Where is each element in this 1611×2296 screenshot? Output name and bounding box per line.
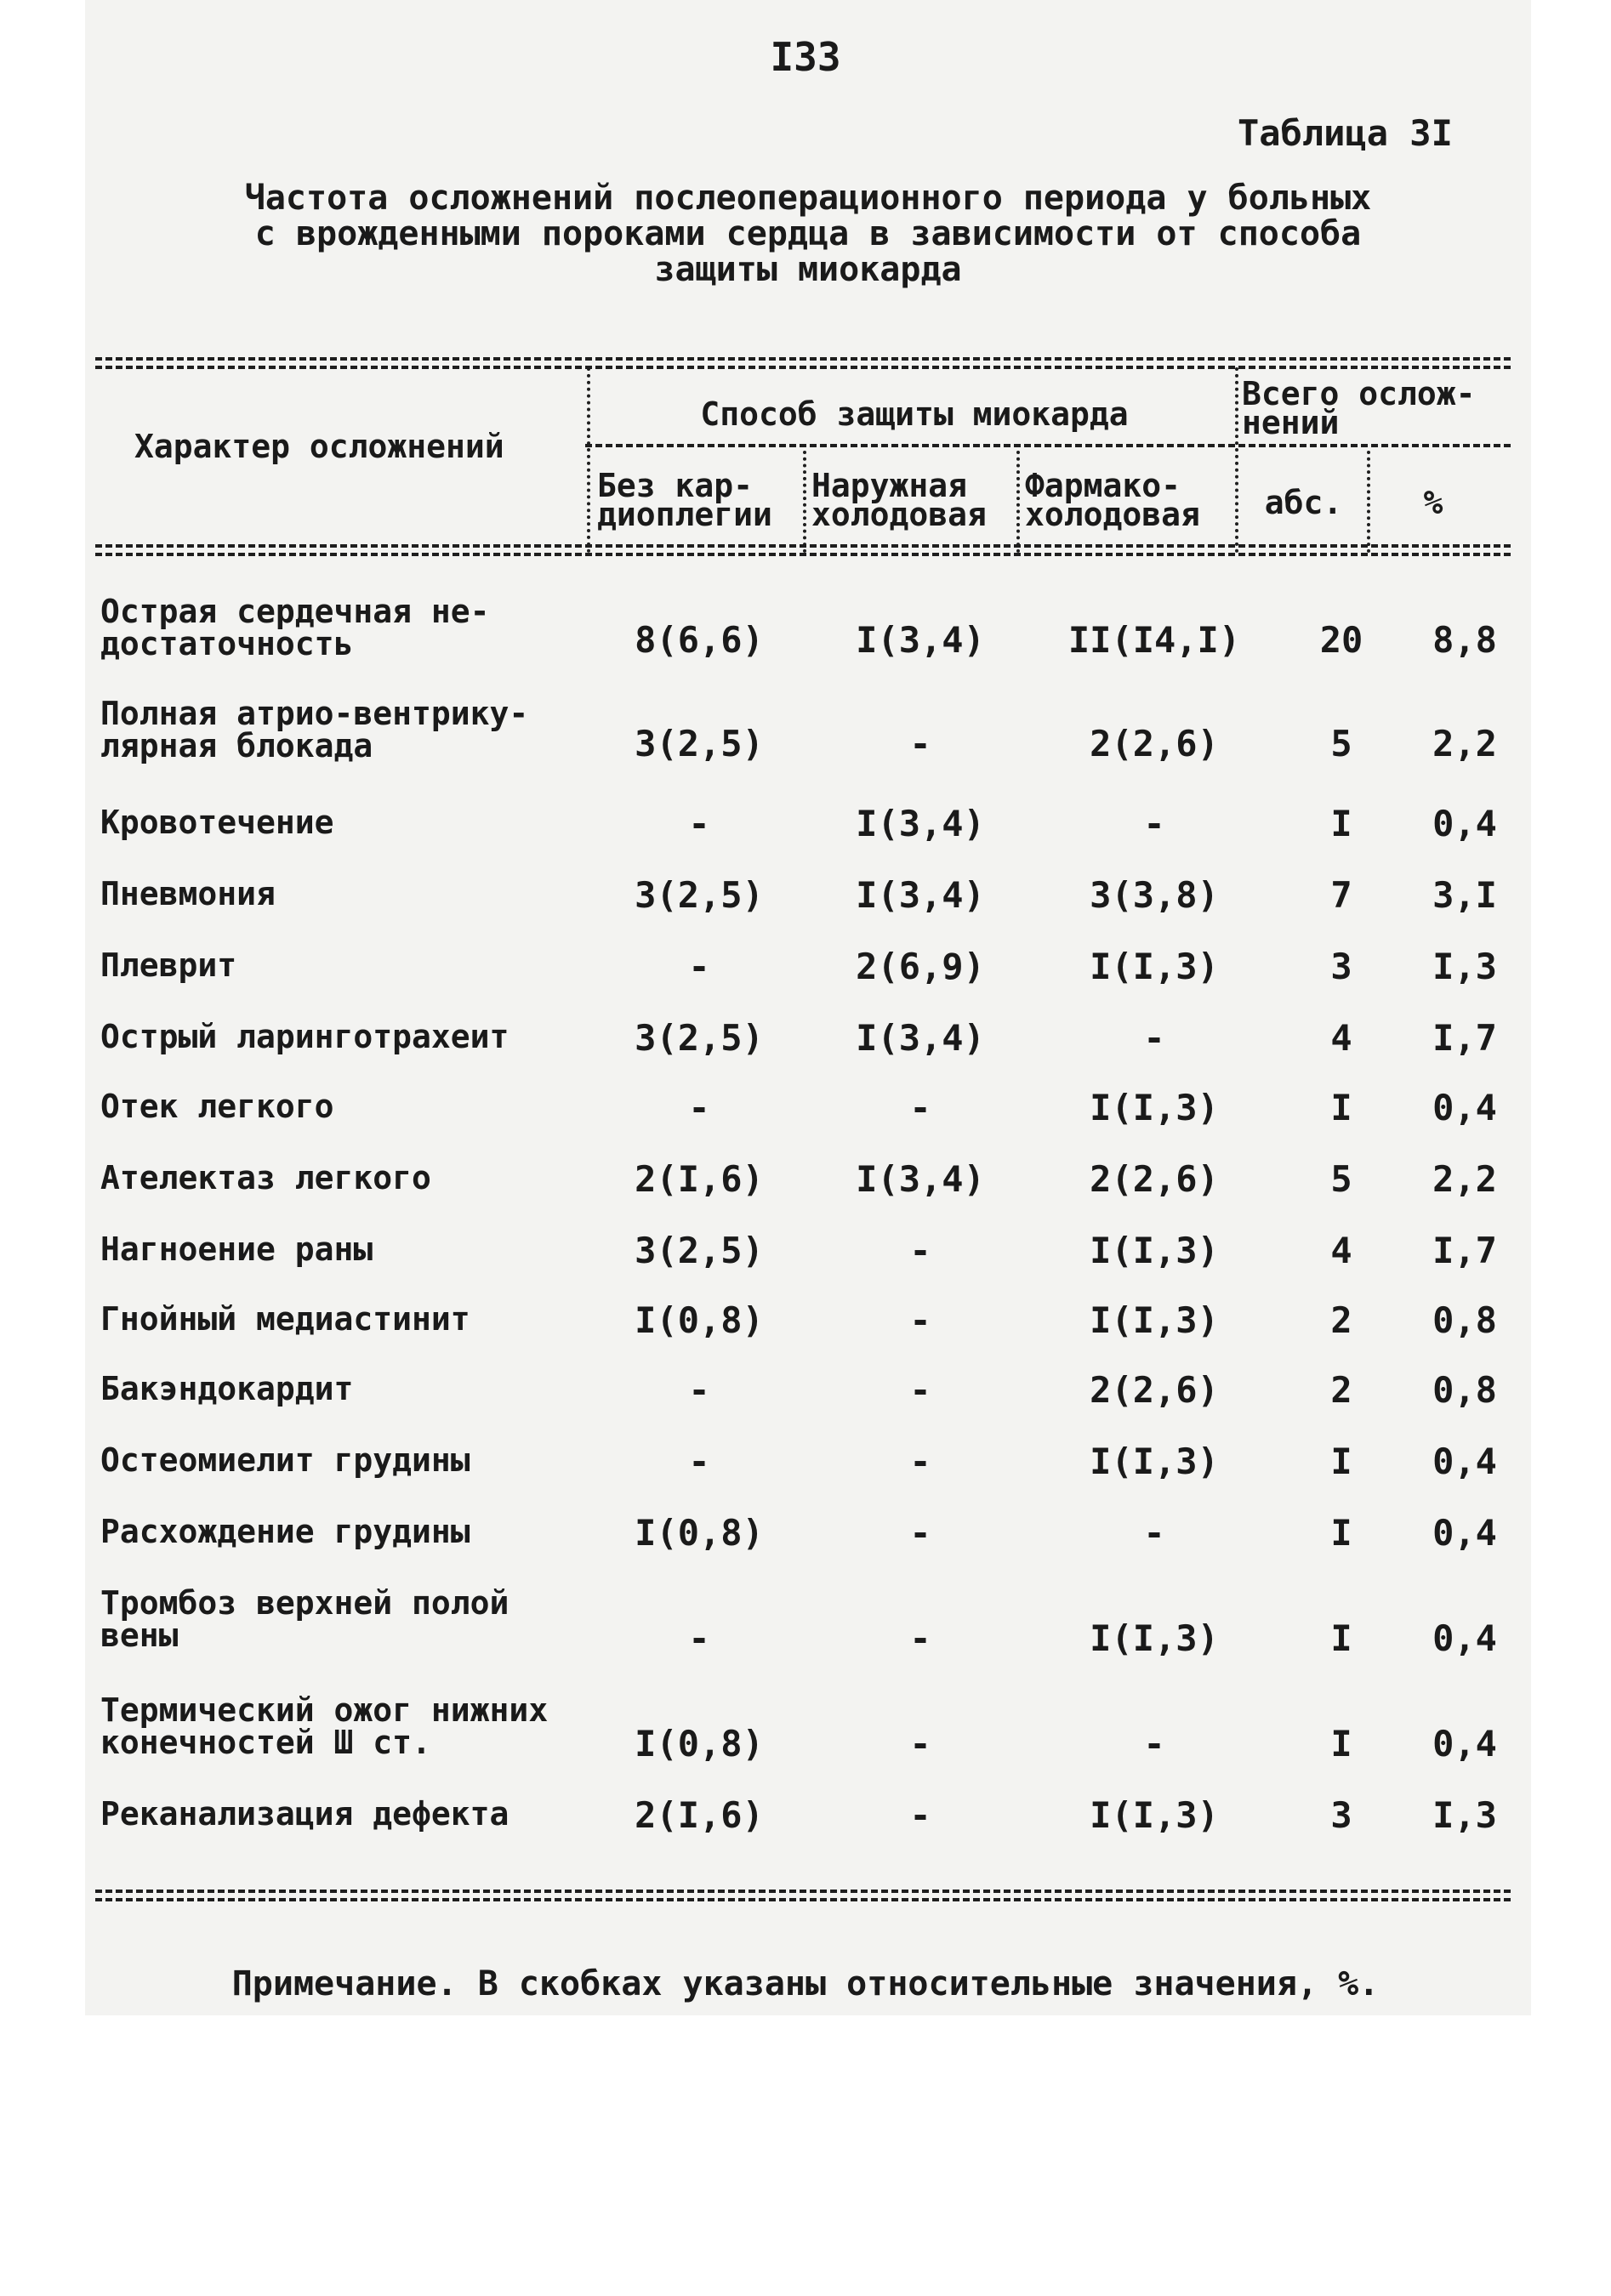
row-label xyxy=(100,804,611,841)
header-external-cold xyxy=(811,467,987,533)
label-line: достаточность xyxy=(100,625,354,662)
cell-pharmaco-cold: I(I,3) xyxy=(1090,1299,1219,1341)
cell-no-cardioplegia: - xyxy=(688,1441,710,1482)
cell-external-cold: 2(6,9) xyxy=(856,946,985,987)
cell-pharmaco-cold: 2(2,6) xyxy=(1090,1158,1219,1200)
cell-no-cardioplegia: I(0,8) xyxy=(635,1723,764,1765)
header-line: холодовая xyxy=(1025,496,1200,533)
table-top-rule xyxy=(95,357,1511,369)
cell-pct: 0,4 xyxy=(1432,1512,1497,1554)
cell-no-cardioplegia: 3(2,5) xyxy=(635,723,764,764)
cell-pct: I,3 xyxy=(1432,946,1497,987)
cell-pct: 2,2 xyxy=(1432,723,1497,764)
cell-abs: 3 xyxy=(1330,1794,1352,1836)
cell-pharmaco-cold: - xyxy=(1143,1723,1165,1765)
header-divider xyxy=(1016,451,1020,553)
cell-pct: 0,4 xyxy=(1432,1723,1497,1765)
cell-abs: 5 xyxy=(1330,723,1352,764)
cell-abs: I xyxy=(1330,1087,1352,1128)
cell-no-cardioplegia: - xyxy=(688,1087,710,1128)
cell-pct: I,3 xyxy=(1432,1794,1497,1836)
cell-abs: I xyxy=(1330,1617,1352,1659)
cell-pharmaco-cold: I(I,3) xyxy=(1090,1617,1219,1659)
cell-pct: 0,8 xyxy=(1432,1299,1497,1341)
header-total-line: Всего ослож- xyxy=(1242,375,1476,412)
label-line: Термический ожог нижних xyxy=(100,1691,549,1729)
header-total-line: нений xyxy=(1242,404,1340,441)
cell-no-cardioplegia: 3(2,5) xyxy=(635,1017,764,1059)
cell-pharmaco-cold: 2(2,6) xyxy=(1090,1369,1219,1411)
row-label xyxy=(100,595,611,660)
header-line: Фармако- xyxy=(1025,467,1181,504)
table-note: Примечание. В скобках указаны относительные значения, %. xyxy=(231,1964,1380,2003)
cell-no-cardioplegia: - xyxy=(688,1617,710,1659)
cell-no-cardioplegia: I(0,8) xyxy=(635,1299,764,1341)
header-abs: абс. xyxy=(1264,484,1343,521)
cell-external-cold: I(3,4) xyxy=(856,874,985,916)
label-line: Нагноение раны xyxy=(100,1230,373,1268)
cell-abs: 3 xyxy=(1330,946,1352,987)
cell-abs: I xyxy=(1330,1512,1352,1554)
row-label xyxy=(100,1795,611,1833)
label-line: Отек легкого xyxy=(100,1088,334,1125)
cell-no-cardioplegia: 3(2,5) xyxy=(635,874,764,916)
cell-pct: 0,4 xyxy=(1432,1617,1497,1659)
cell-external-cold: - xyxy=(909,1369,931,1411)
cell-pharmaco-cold: I(I,3) xyxy=(1090,1230,1219,1271)
cell-no-cardioplegia: 2(I,6) xyxy=(635,1794,764,1836)
cell-abs: 2 xyxy=(1330,1299,1352,1341)
label-line: Острая сердечная не- xyxy=(100,593,490,630)
cell-no-cardioplegia: - xyxy=(688,946,710,987)
header-line: холодовая xyxy=(811,496,987,533)
label-line: вены xyxy=(100,1617,179,1654)
header-divider xyxy=(1235,367,1238,553)
cell-pharmaco-cold: I(I,3) xyxy=(1090,946,1219,987)
cell-external-cold: - xyxy=(909,1512,931,1554)
label-line: Тромбоз верхней полой xyxy=(100,1584,509,1622)
row-label xyxy=(100,875,611,912)
label-line: Полная атрио-вентрику- xyxy=(100,695,529,732)
label-line: лярная блокада xyxy=(100,727,373,764)
title-line: Частота осложнений послеоперационного периода у больных xyxy=(244,179,1372,218)
header-character: Характер осложнений xyxy=(134,428,504,465)
cell-abs: 4 xyxy=(1330,1230,1352,1271)
cell-pharmaco-cold: - xyxy=(1143,1017,1165,1059)
header-line: диоплегии xyxy=(597,496,772,533)
cell-external-cold: - xyxy=(909,1617,931,1659)
cell-abs: 4 xyxy=(1330,1017,1352,1059)
table-bottom-rule xyxy=(95,1890,1511,1901)
table-title xyxy=(187,180,1429,287)
cell-external-cold: I(3,4) xyxy=(856,1158,985,1200)
title-line: защиты миокарда xyxy=(654,250,962,289)
label-line: конечностей Ш ст. xyxy=(100,1724,431,1761)
cell-pct: 0,4 xyxy=(1432,1087,1497,1128)
label-line: Кровотечение xyxy=(100,804,334,841)
label-line: Ателектаз легкого xyxy=(100,1159,431,1196)
row-label xyxy=(100,1441,611,1479)
cell-pct: 0,4 xyxy=(1432,803,1497,844)
row-label xyxy=(100,697,611,762)
table-label: Таблица 3I xyxy=(1238,112,1453,154)
header-divider xyxy=(1367,451,1370,553)
row-label xyxy=(100,1020,611,1053)
cell-pharmaco-cold: I(I,3) xyxy=(1090,1794,1219,1836)
label-line: Остеомиелит грудины xyxy=(100,1441,470,1479)
cell-external-cold: - xyxy=(909,1087,931,1128)
row-label xyxy=(100,1691,611,1761)
cell-abs: 20 xyxy=(1319,619,1363,661)
cell-no-cardioplegia: - xyxy=(688,1369,710,1411)
cell-external-cold: - xyxy=(909,1723,931,1765)
cell-abs: 5 xyxy=(1330,1158,1352,1200)
header-mid-rule xyxy=(585,444,1511,447)
cell-external-cold: I(3,4) xyxy=(856,803,985,844)
cell-external-cold: I(3,4) xyxy=(856,619,985,661)
title-line: с врожденными пороками сердца в зависимости от способа xyxy=(254,214,1362,253)
label-line: Расхождение грудины xyxy=(100,1513,470,1550)
cell-pharmaco-cold: 2(2,6) xyxy=(1090,723,1219,764)
cell-pharmaco-cold: I(I,3) xyxy=(1090,1441,1219,1482)
row-label xyxy=(100,1088,611,1125)
cell-no-cardioplegia: 3(2,5) xyxy=(635,1230,764,1271)
header-total-group xyxy=(1242,375,1476,441)
row-label xyxy=(100,1372,611,1405)
cell-pct: I,7 xyxy=(1432,1017,1497,1059)
header-divider xyxy=(587,367,590,553)
cell-pct: I,7 xyxy=(1432,1230,1497,1271)
cell-pharmaco-cold: 3(3,8) xyxy=(1090,874,1219,916)
label-line: Плеврит xyxy=(100,946,237,984)
header-method-group: Способ защиты миокарда xyxy=(700,395,1129,433)
cell-abs: I xyxy=(1330,1441,1352,1482)
page-number: I33 xyxy=(770,34,841,80)
cell-pct: 0,4 xyxy=(1432,1441,1497,1482)
cell-no-cardioplegia: 8(6,6) xyxy=(635,619,764,661)
cell-external-cold: - xyxy=(909,1441,931,1482)
header-line: Без кар- xyxy=(597,467,754,504)
cell-pct: 8,8 xyxy=(1432,619,1497,661)
row-label xyxy=(100,1230,611,1268)
header-pct: % xyxy=(1423,484,1443,521)
cell-pharmaco-cold: II(I4,I) xyxy=(1067,619,1241,661)
cell-abs: 2 xyxy=(1330,1369,1352,1411)
label-line: Реканализация дефекта xyxy=(100,1795,509,1833)
label-line: Гнойный медиастинит xyxy=(100,1300,470,1338)
cell-no-cardioplegia: I(0,8) xyxy=(635,1512,764,1554)
header-line: Наружная xyxy=(811,467,968,504)
header-pharmaco-cold xyxy=(1025,467,1200,533)
cell-no-cardioplegia: - xyxy=(688,803,710,844)
row-label xyxy=(100,946,611,984)
row-label xyxy=(100,1159,611,1196)
row-label xyxy=(100,1584,611,1654)
label-line: Пневмония xyxy=(100,875,276,912)
cell-pct: 0,8 xyxy=(1432,1369,1497,1411)
label-line: Бакэндокардит xyxy=(100,1370,354,1407)
header-no-cardioplegia xyxy=(597,467,772,533)
cell-pct: 2,2 xyxy=(1432,1158,1497,1200)
cell-external-cold: - xyxy=(909,1794,931,1836)
cell-no-cardioplegia: 2(I,6) xyxy=(635,1158,764,1200)
cell-external-cold: I(3,4) xyxy=(856,1017,985,1059)
header-divider xyxy=(803,451,806,553)
cell-pharmaco-cold: - xyxy=(1143,1512,1165,1554)
cell-external-cold: - xyxy=(909,723,931,764)
row-label xyxy=(100,1300,611,1338)
cell-external-cold: - xyxy=(909,1230,931,1271)
cell-abs: I xyxy=(1330,1723,1352,1765)
row-label xyxy=(100,1515,611,1548)
cell-pharmaco-cold: I(I,3) xyxy=(1090,1087,1219,1128)
cell-abs: I xyxy=(1330,803,1352,844)
cell-pct: 3,I xyxy=(1432,874,1497,916)
label-line: Острый ларинготрахеит xyxy=(100,1018,509,1055)
cell-pharmaco-cold: - xyxy=(1143,803,1165,844)
cell-abs: 7 xyxy=(1330,874,1352,916)
cell-external-cold: - xyxy=(909,1299,931,1341)
